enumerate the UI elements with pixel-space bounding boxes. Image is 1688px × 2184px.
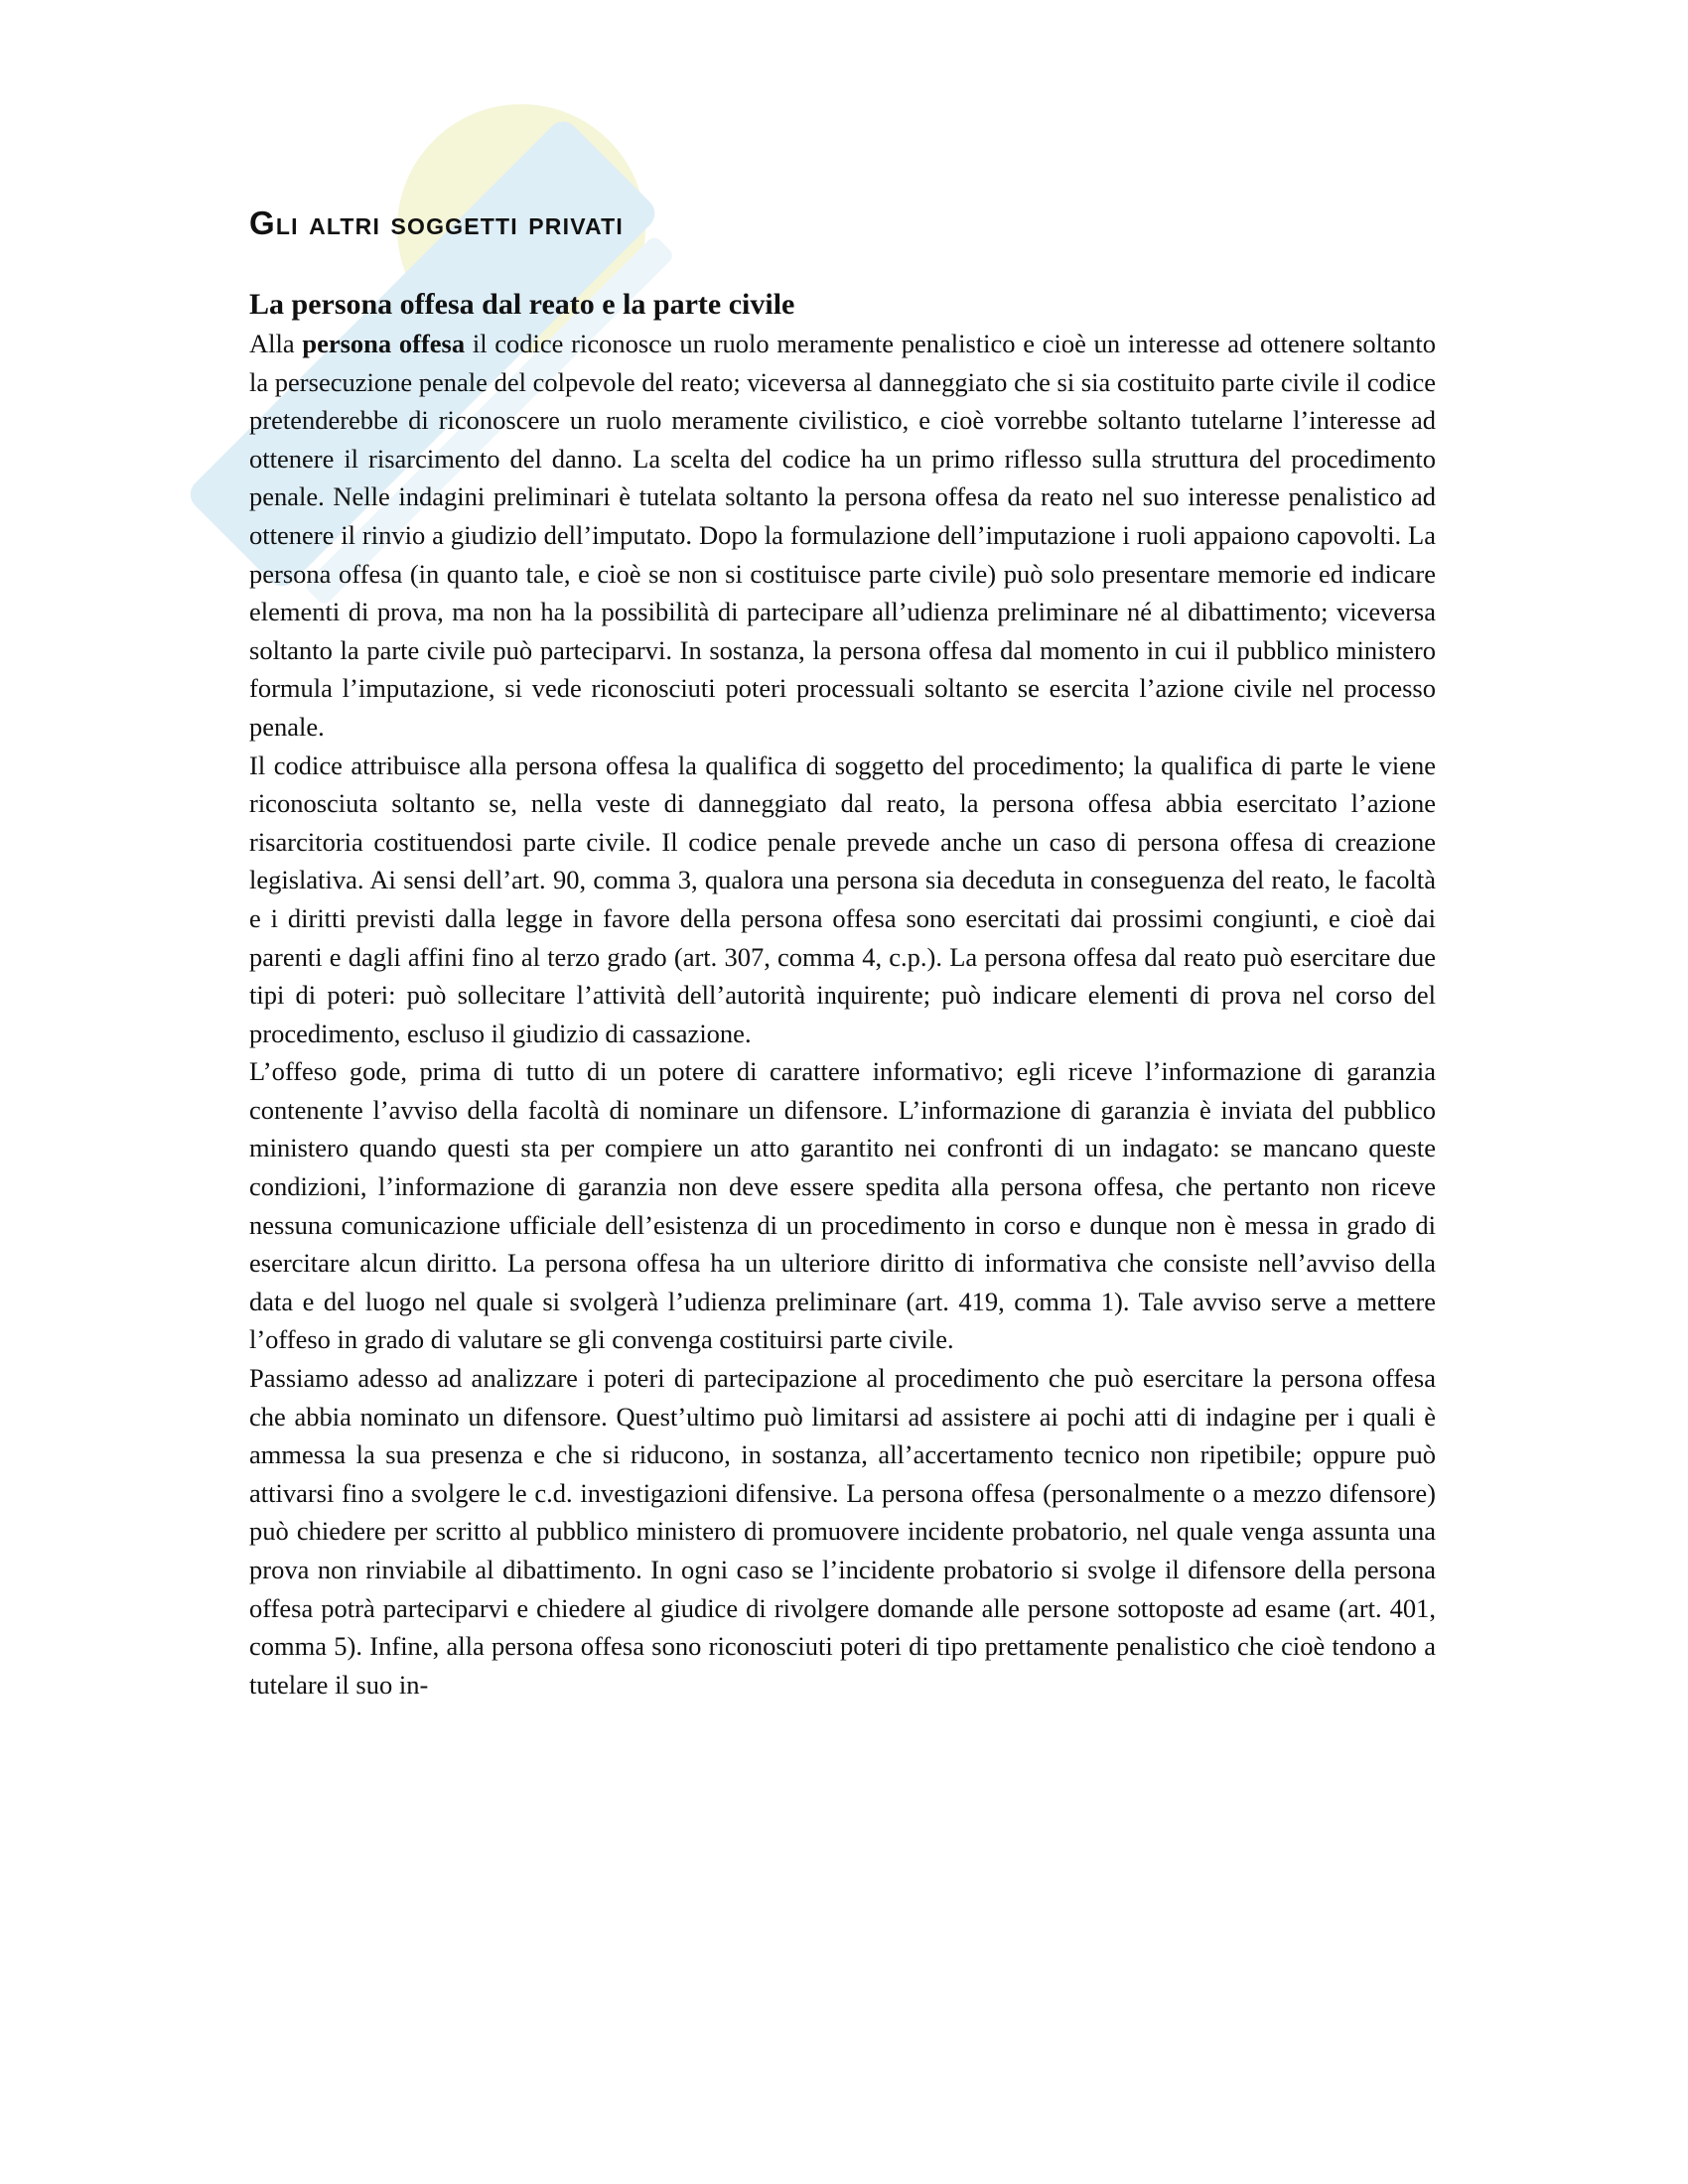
paragraph-1 bbox=[249, 325, 1436, 747]
paragraph-2: Il codice attribuisce alla persona offesa la qualifica di soggetto del procedimento; la qualifica di parte le viene riconosciuta soltanto se, nella veste di danneggiato dal reato, la persona offesa abbia esercitato l’azione risarcitoria costituendosi parte civile. Il codice penale prevede anche un caso di persona offesa di creazione legislativa. Ai sensi dell’art. 90, comma 3, qualora una persona sia deceduta in conseguenza del reato, le facoltà e i diritti previsti dalla legge in favore della persona offesa sono esercitati dai prossimi congiunti, e cioè dai parenti e dagli affini fino al terzo grado (art. 307, comma 4, c.p.). La persona offesa dal reato può esercitare due tipi di poteri: può sollecitare l’attività dell’autorità inquirente; può indicare elementi di prova nel corso del procedimento, escluso il giudizio di cassazione. bbox=[249, 750, 1436, 1048]
document-page bbox=[249, 194, 1436, 1704]
paragraph-1-bold-term: persona offesa bbox=[302, 329, 466, 358]
section-heading: La persona offesa dal reato e la parte civile bbox=[249, 288, 795, 321]
paragraph-1-lead: Alla bbox=[249, 329, 303, 358]
document-title: Gli altri soggetti privati bbox=[249, 205, 624, 241]
paragraph-3: L’offeso gode, prima di tutto di un potere di carattere informativo; egli riceve l’informazione di garanzia contenente l’avviso della facoltà di nominare un difensore. L’informazione di garanzia è inviata del pubblico ministero quando questi sta per compiere un atto garantito nei confronti di un indagato: se mancano queste condizioni, l’informazione di garanzia non deve essere spedita alla persona offesa, che pertanto non riceve nessuna comunicazione ufficiale dell’esistenza di un procedimento in corso e dunque non è messa in grado di esercitare alcun diritto. La persona offesa ha un ulteriore diritto di informativa che consiste nell’avviso della data e del luogo nel quale si svolgerà l’udienza preliminare (art. 419, comma 1). Tale avviso serve a mettere l’offeso in grado di valutare se gli convenga costituirsi parte civile. bbox=[249, 1056, 1436, 1355]
paragraph-1-rest: il codice riconosce un ruolo meramente penalistico e cioè un interesse ad ottenere soltanto la persecuzione penale del colpevole del reato; viceversa al danneggiato che si sia costituito parte civile il codice pretenderebbe di riconoscere un ruolo meramente civilistico, e cioè vorrebbe soltanto tutelarne l’interesse ad ottenere il risarcimento del danno. La scelta del codice ha un primo riflesso sulla struttura del procedimento penale. Nelle indagini preliminari è tutelata soltanto la persona offesa da reato nel suo interesse penalistico ad ottenere il rinvio a giudizio dell’imputato. Dopo la formulazione dell’imputazione i ruoli appaiono capovolti. La persona offesa (in quanto tale, e cioè se non si costituisce parte civile) può solo presentare memorie ed indicare elementi di prova, ma non ha la possibilità di partecipare all’udienza preliminare né al dibattimento; viceversa soltanto la parte civile può parteciparvi. In sostanza, la persona offesa dal momento in cui il pubblico ministero formula l’imputazione, si vede riconosciuti poteri processuali soltanto se esercita l’azione civile nel processo penale. bbox=[249, 329, 1436, 742]
paragraph-4: Passiamo adesso ad analizzare i poteri di partecipazione al procedimento che può esercitare la persona offesa che abbia nominato un difensore. Quest’ultimo può limitarsi ad assistere ai pochi atti di indagine per i quali è ammessa la sua presenza e che si riducono, in sostanza, all’accertamento tecnico non ripetibile; oppure può attivarsi fino a svolgere le c.d. investigazioni difensive. La persona offesa (personalmente o a mezzo difensore) può chiedere per scritto al pubblico ministero di promuovere incidente probatorio, nel quale venga assunta una prova non rinviabile al dibattimento. In ogni caso se l’incidente probatorio si svolge il difensore della persona offesa potrà parteciparvi e chiedere al giudice di rivolgere domande alle persone sottoposte ad esame (art. 401, comma 5). Infine, alla persona offesa sono riconosciuti poteri di tipo prettamente penalistico che cioè tendono a tutelare il suo in- bbox=[249, 1363, 1436, 1700]
